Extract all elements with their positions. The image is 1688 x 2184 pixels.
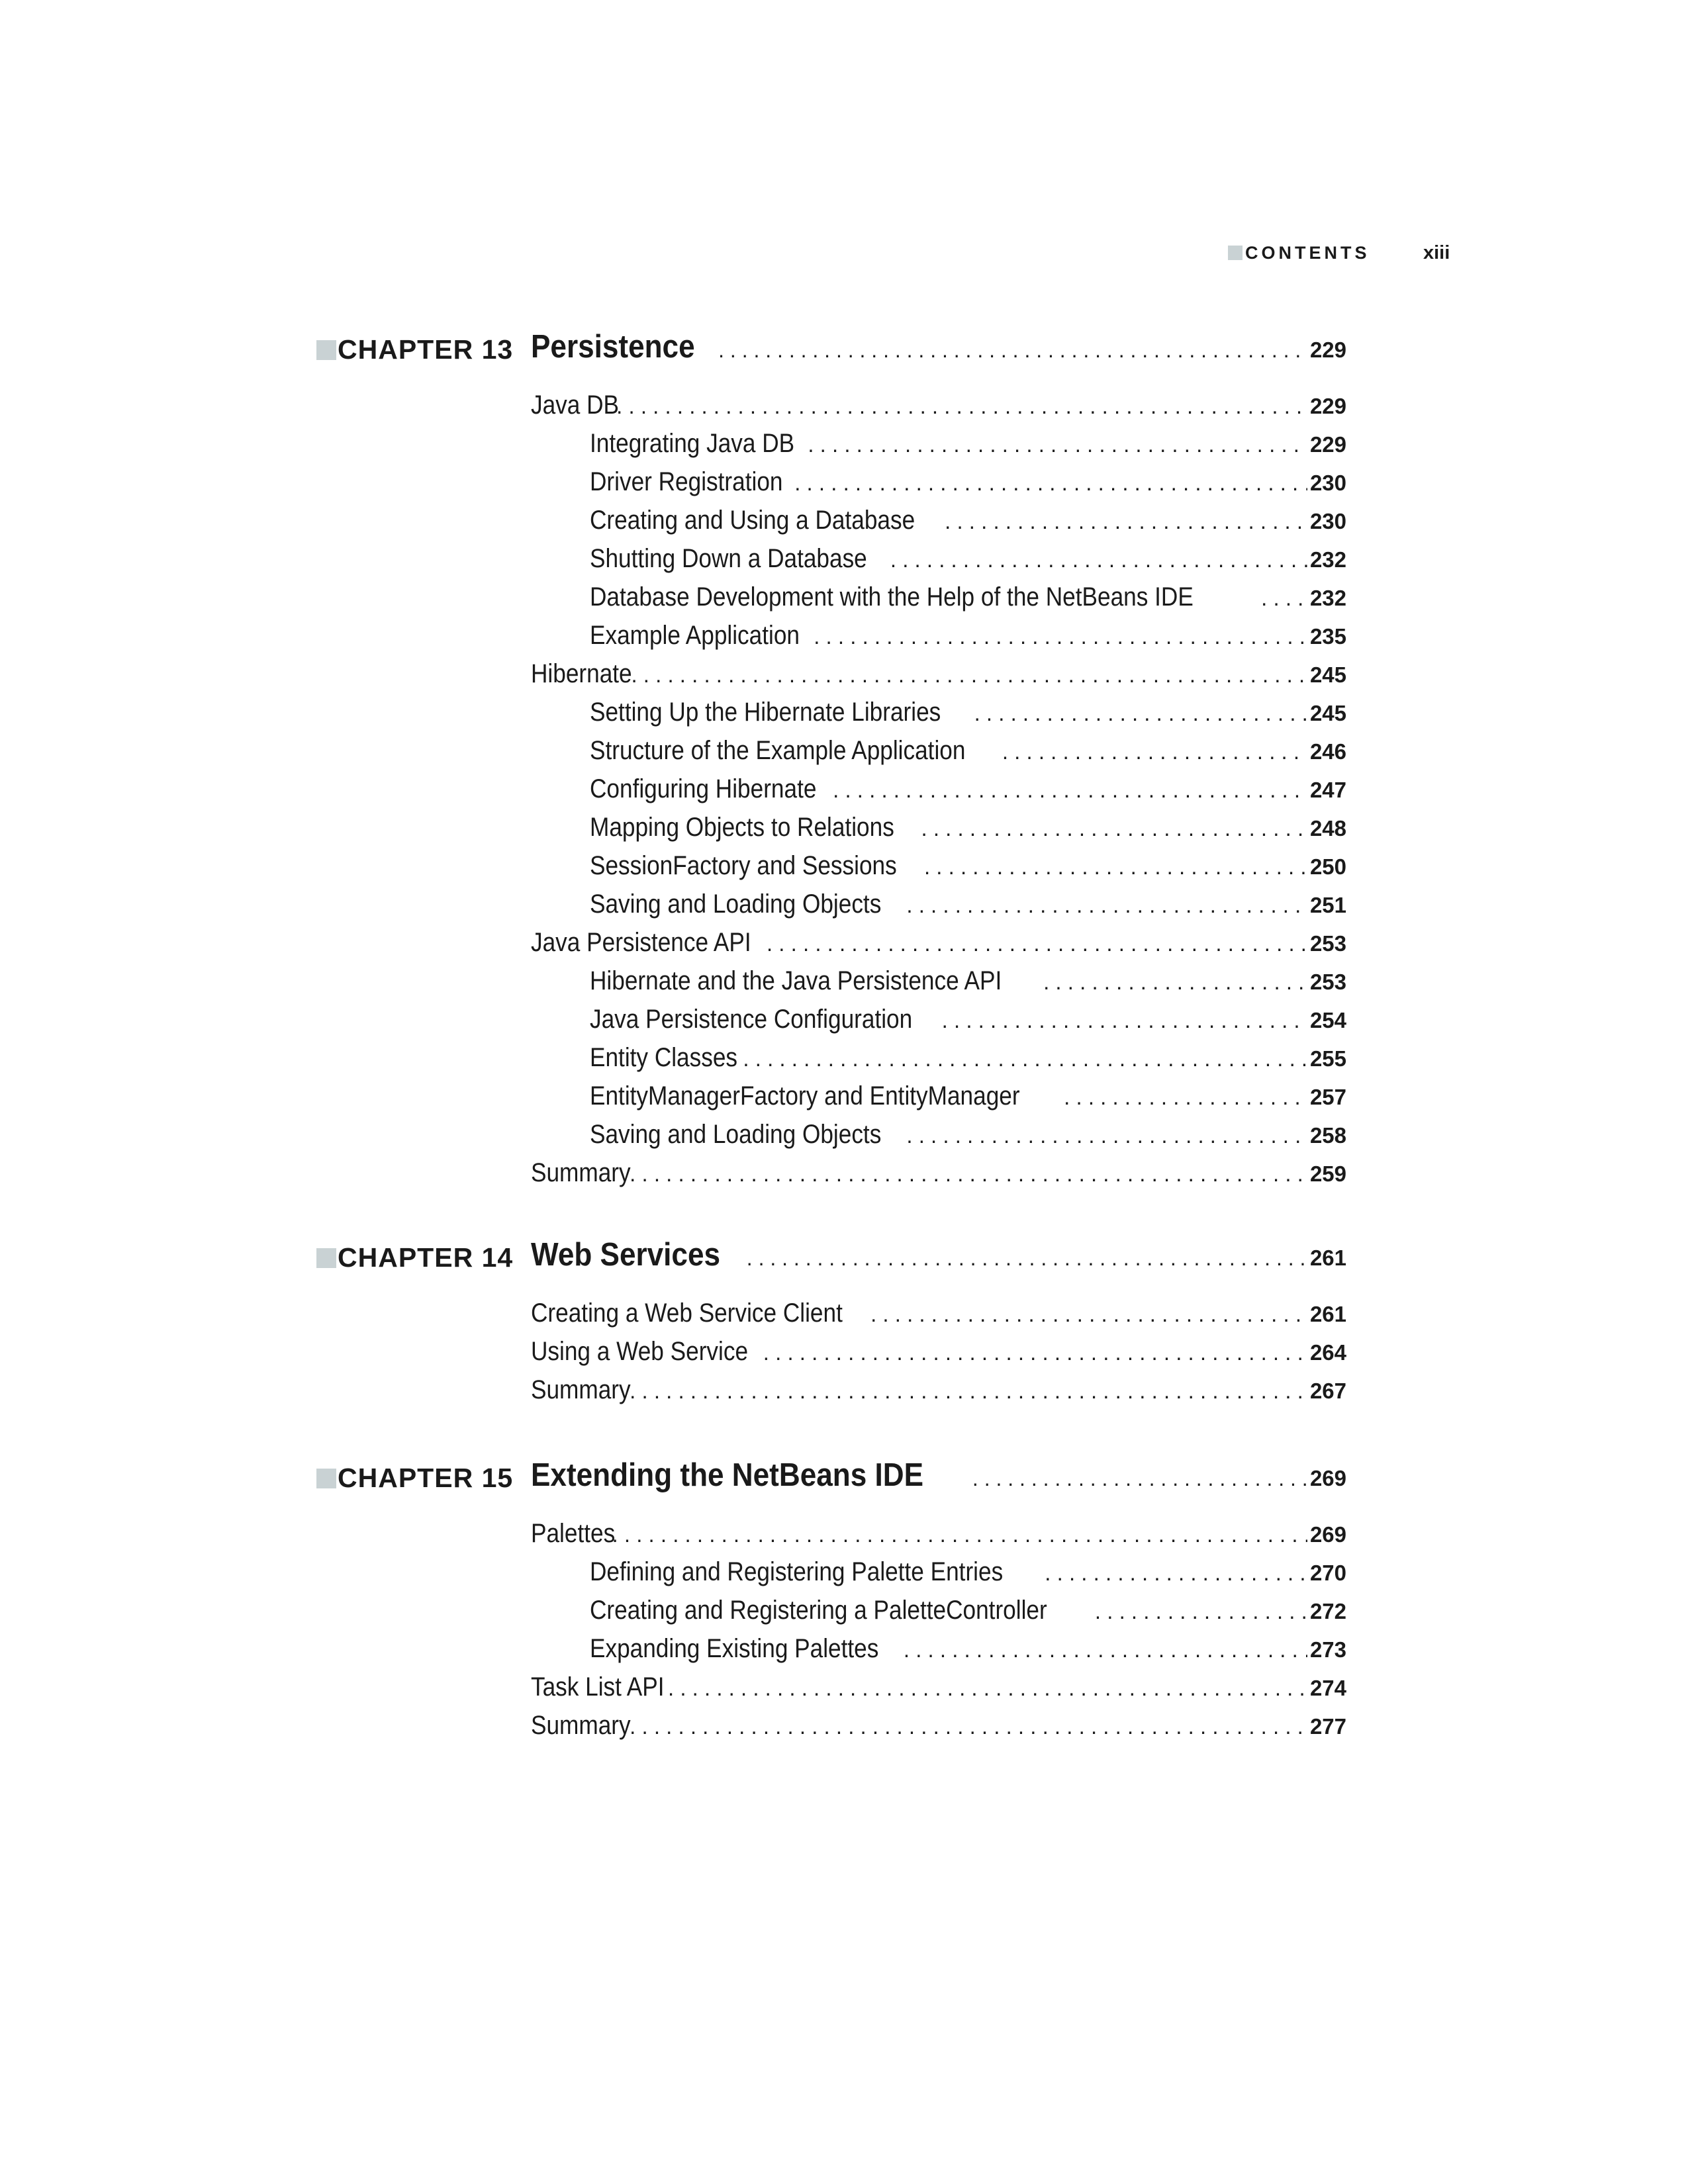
- page-number: xiii: [1423, 242, 1450, 263]
- entry-page: 272: [1309, 1599, 1346, 1623]
- chapter-square-icon: [316, 1248, 336, 1268]
- toc-entry[interactable]: [0, 698, 1688, 736]
- entry-page: 264: [1309, 1340, 1346, 1365]
- entry-list: [0, 390, 1688, 1197]
- entry-label: Mapping Objects to Relations: [590, 813, 894, 842]
- dot-leader: [611, 394, 1307, 419]
- entry-label: Summary: [531, 1158, 631, 1187]
- toc-entry[interactable]: [0, 1557, 1688, 1596]
- chapter-tag: [316, 1242, 513, 1273]
- chapter-title: Extending the NetBeans IDE: [531, 1457, 924, 1493]
- entry-label: Database Development with the Help of the NetBeans IDE: [590, 582, 1194, 612]
- entry-label: Defining and Registering Palette Entries: [590, 1557, 1004, 1586]
- entry-page: 245: [1309, 701, 1346, 725]
- dot-leader: [741, 1246, 1307, 1271]
- dot-leader: [919, 854, 1307, 880]
- toc-entry[interactable]: [0, 1596, 1688, 1634]
- entry-page: 274: [1309, 1676, 1346, 1700]
- toc-entry[interactable]: [0, 659, 1688, 698]
- dot-leader: [1039, 1561, 1307, 1586]
- toc-entry[interactable]: [0, 1043, 1688, 1081]
- entry-page: 251: [1309, 893, 1346, 917]
- entry-label: Expanding Existing Palettes: [590, 1634, 879, 1663]
- dot-leader: [967, 1467, 1307, 1491]
- entry-label: Palettes: [531, 1519, 616, 1548]
- entry-label: Summary: [531, 1711, 631, 1740]
- dot-leader: [808, 624, 1307, 649]
- entry-list: [0, 1519, 1688, 1749]
- entry-list: [0, 1298, 1688, 1414]
- toc-entry[interactable]: [0, 851, 1688, 889]
- entry-page: 267: [1309, 1379, 1346, 1403]
- entry-page: 259: [1309, 1161, 1346, 1186]
- entry-label: Using a Web Service: [531, 1337, 749, 1366]
- dot-leader: [969, 701, 1307, 726]
- entry-label: Saving and Loading Objects: [590, 1120, 882, 1149]
- header-square-icon: [1228, 246, 1243, 260]
- chapter-header: [0, 324, 1688, 375]
- chapter-15: [0, 1453, 1688, 1740]
- entry-page: 253: [1309, 970, 1346, 994]
- dot-leader: [1256, 586, 1307, 611]
- entry-page: 229: [1309, 432, 1346, 457]
- entry-page: 261: [1309, 1302, 1346, 1326]
- chapter-number: CHAPTER 15: [338, 1463, 514, 1493]
- entry-label: Creating a Web Service Client: [531, 1298, 843, 1328]
- toc-entry[interactable]: [0, 1298, 1688, 1337]
- dot-leader: [761, 931, 1307, 956]
- running-header: [1228, 240, 1453, 266]
- dot-leader: [885, 547, 1307, 572]
- entry-label: EntityManagerFactory and EntityManager: [590, 1081, 1020, 1111]
- toc-entry[interactable]: [0, 889, 1688, 928]
- toc-entry[interactable]: [0, 506, 1688, 544]
- entry-page: 247: [1309, 778, 1346, 802]
- chapter-header: [0, 1232, 1688, 1283]
- toc-entry[interactable]: [0, 774, 1688, 813]
- chapter-title-line[interactable]: [531, 1457, 1346, 1494]
- dot-leader: [607, 1522, 1307, 1547]
- chapter-tag: [316, 1463, 513, 1494]
- toc-entry[interactable]: [0, 544, 1688, 582]
- entry-label: Example Application: [590, 621, 800, 650]
- toc-entry[interactable]: [0, 928, 1688, 966]
- entry-page: 245: [1309, 662, 1346, 687]
- toc-entry[interactable]: [0, 813, 1688, 851]
- entry-page: 230: [1309, 471, 1346, 495]
- entry-page: 246: [1309, 739, 1346, 764]
- dot-leader: [1090, 1599, 1307, 1624]
- chapter-title-line[interactable]: [531, 1236, 1346, 1273]
- toc-entry[interactable]: [0, 1634, 1688, 1672]
- entry-label: Saving and Loading Objects: [590, 889, 882, 919]
- dot-leader: [789, 471, 1307, 496]
- entry-page: 232: [1309, 586, 1346, 610]
- dot-leader: [916, 816, 1307, 841]
- entry-page: 235: [1309, 624, 1346, 649]
- entry-label: Creating and Using a Database: [590, 506, 915, 535]
- chapter-title: Persistence: [531, 329, 695, 365]
- entry-page: 229: [1309, 394, 1346, 418]
- toc-entry[interactable]: [0, 429, 1688, 467]
- toc-entry[interactable]: [0, 966, 1688, 1005]
- entry-label: Shutting Down a Database: [590, 544, 867, 573]
- chapter-tag: [316, 334, 513, 365]
- entry-label: Structure of the Example Application: [590, 736, 966, 765]
- dot-leader: [997, 739, 1307, 764]
- dot-leader: [901, 893, 1307, 918]
- entry-label: Setting Up the Hibernate Libraries: [590, 698, 941, 727]
- dot-leader: [898, 1637, 1307, 1662]
- toc-entry[interactable]: [0, 1711, 1688, 1749]
- chapter-header: [0, 1453, 1688, 1503]
- dot-leader: [827, 778, 1307, 803]
- entry-page: 230: [1309, 509, 1346, 533]
- dot-leader: [626, 662, 1307, 688]
- toc-entry[interactable]: [0, 467, 1688, 506]
- dot-leader: [758, 1340, 1307, 1365]
- dot-leader: [939, 509, 1307, 534]
- toc-entry[interactable]: [0, 1081, 1688, 1120]
- entry-page: 258: [1309, 1123, 1346, 1148]
- entry-label: Java Persistence API: [531, 928, 751, 957]
- toc-entry[interactable]: [0, 621, 1688, 659]
- chapter-number: CHAPTER 14: [338, 1242, 514, 1273]
- chapter-page: 261: [1309, 1246, 1346, 1270]
- dot-leader: [713, 338, 1307, 363]
- toc-entry[interactable]: [0, 1519, 1688, 1557]
- entry-page: 257: [1309, 1085, 1346, 1109]
- dot-leader: [1038, 970, 1307, 995]
- toc-entry[interactable]: [0, 736, 1688, 774]
- toc-entry[interactable]: [0, 582, 1688, 621]
- section-label: CONTENTS: [1245, 242, 1370, 263]
- entry-label: Entity Classes: [590, 1043, 738, 1072]
- entry-page: 277: [1309, 1714, 1346, 1739]
- chapter-page: 229: [1309, 338, 1346, 362]
- entry-page: 248: [1309, 816, 1346, 841]
- toc-entry[interactable]: [0, 1672, 1688, 1711]
- dot-leader: [1058, 1085, 1307, 1110]
- entry-label: Creating and Registering a PaletteController: [590, 1596, 1047, 1625]
- entry-label: Hibernate and the Java Persistence API: [590, 966, 1002, 995]
- toc-entry[interactable]: [0, 1337, 1688, 1375]
- toc-entry[interactable]: [0, 1375, 1688, 1414]
- entry-label: Task List API: [531, 1672, 665, 1702]
- entry-label: Configuring Hibernate: [590, 774, 817, 803]
- entry-page: 254: [1309, 1008, 1346, 1032]
- entry-label: Java DB: [531, 390, 620, 420]
- entry-page: 255: [1309, 1046, 1346, 1071]
- entry-label: Summary: [531, 1375, 631, 1404]
- entry-page: 273: [1309, 1637, 1346, 1662]
- dot-leader: [624, 1379, 1307, 1404]
- toc-entry[interactable]: [0, 390, 1688, 429]
- chapter-page: 269: [1309, 1466, 1346, 1490]
- toc-entry[interactable]: [0, 1120, 1688, 1158]
- chapter-square-icon: [316, 340, 336, 360]
- toc-entry[interactable]: [0, 1158, 1688, 1197]
- dot-leader: [624, 1161, 1307, 1187]
- chapter-13: [0, 324, 1688, 1187]
- dot-leader: [663, 1676, 1307, 1701]
- entry-page: 269: [1309, 1522, 1346, 1547]
- dot-leader: [624, 1714, 1307, 1739]
- chapter-14: [0, 1232, 1688, 1404]
- toc-entry[interactable]: [0, 1005, 1688, 1043]
- entry-label: Integrating Java DB: [590, 429, 795, 458]
- chapter-title: Web Services: [531, 1237, 721, 1273]
- dot-leader: [737, 1046, 1307, 1071]
- chapter-title-line[interactable]: [531, 328, 1346, 365]
- chapter-square-icon: [316, 1469, 336, 1488]
- entry-label: SessionFactory and Sessions: [590, 851, 897, 880]
- entry-page: 253: [1309, 931, 1346, 956]
- entry-page: 250: [1309, 854, 1346, 879]
- entry-label: Driver Registration: [590, 467, 783, 496]
- entry-label: Java Persistence Configuration: [590, 1005, 913, 1034]
- dot-leader: [802, 432, 1307, 457]
- dot-leader: [937, 1008, 1307, 1033]
- entry-label: Hibernate: [531, 659, 632, 688]
- dot-leader: [901, 1123, 1307, 1148]
- dot-leader: [865, 1302, 1307, 1327]
- entry-page: 232: [1309, 547, 1346, 572]
- entry-page: 270: [1309, 1561, 1346, 1585]
- chapter-number: CHAPTER 13: [338, 334, 514, 365]
